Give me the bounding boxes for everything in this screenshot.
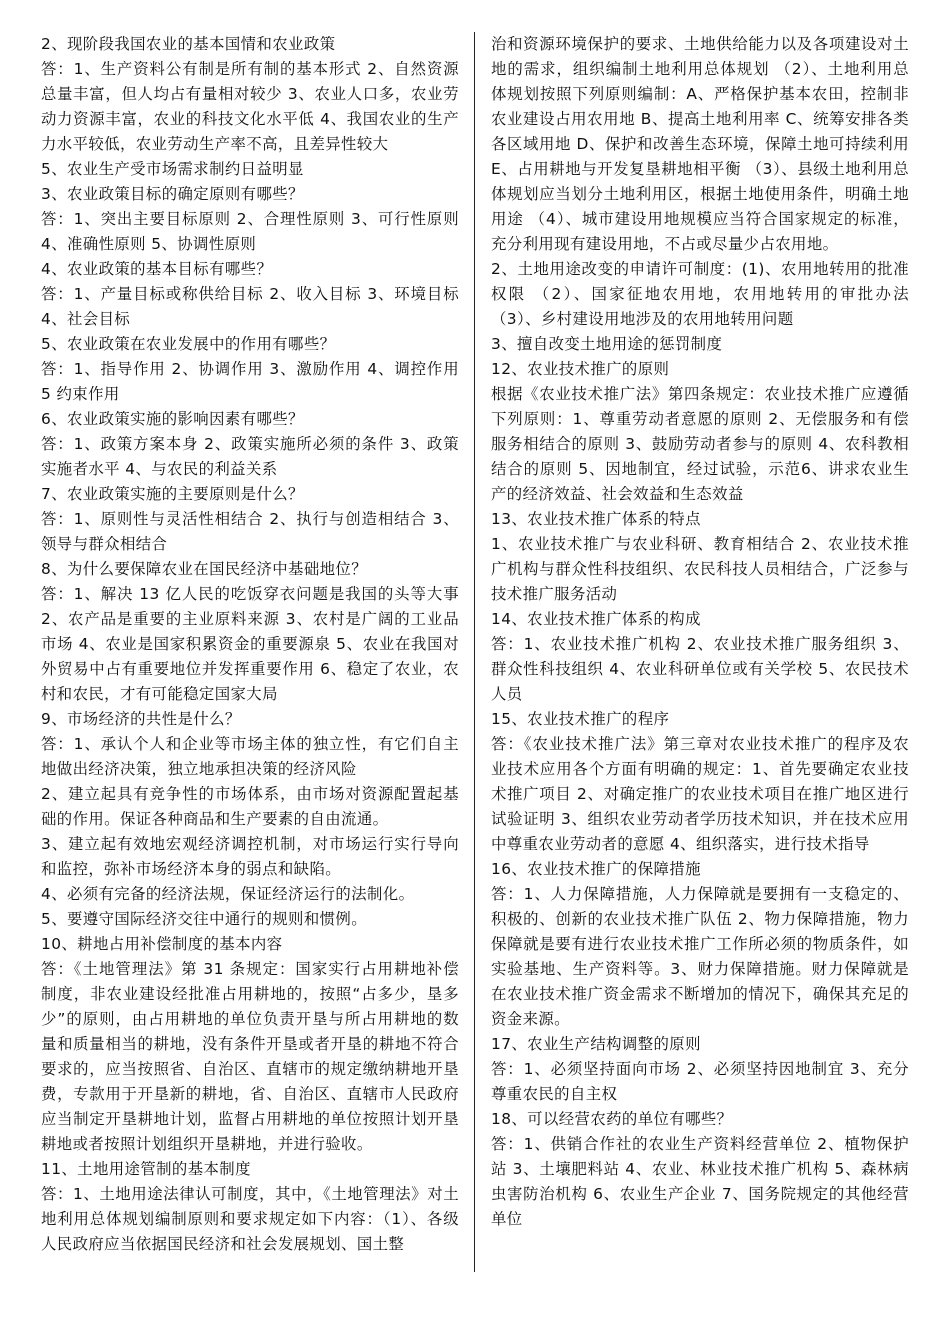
left-paragraph: 答：1、承认个人和企业等市场主体的独立性，有它们自主地做出经济决策，独立地承担决策的经济风险 [41, 735, 459, 778]
right-paragraph: 答：1、必须坚持面向市场 2、必须坚持因地制宜 3、充分尊重农民的自主权 [491, 1060, 909, 1103]
left-column [41, 32, 459, 1257]
right-paragraph: 答：1、供销合作社的农业生产资料经营单位 2、植物保护站 3、土壤肥料站 4、农业、林业技术推广机构 5、森林病虫害防治机构 6、农业生产企业 7、国务院规定的其他经营单位 [491, 1135, 909, 1228]
right-paragraph: 治和资源环境保护的要求、土地供给能力以及各项建设对土地的需求，组织编制土地利用总体规划 （2）、土地利用总体规划按照下列原则编制：A、严格保护基本农田，控制非农业建设占用农用地 B、提高土地利用率 C、统筹安排各类各区域用地 D、保护和改善生态环境，保障土地可持续利用 E、占用耕地与开发复垦耕地相平衡 （3）、县级土地利用总体规划应当划分土地利用区，根据土地使用条件，明确土地用途 （4）、城市建设用地规模应当符合国家规定的标准，充分利用现有建设用地，不占或尽量少占农用地。 [491, 35, 909, 253]
left-paragraph: 7、农业政策实施的主要原则是什么？ [41, 485, 304, 503]
left-paragraph: 答：《土地管理法》第 31 条规定：国家实行占用耕地补偿制度，非农业建设经批准占用耕地的，按照“占多少，垦多少”的原则，由占用耕地的单位负责开垦与所占用耕地的数量和质量相当的耕地，没有条件开垦或者开垦的耕地不符合要求的，应当按照省、自治区、直辖市的规定缴纳耕地开垦费，专款用于开垦新的耕地，省、自治区、直辖市人民政府应当制定开垦耕地计划，监督占用耕地的单位按照计划开垦耕地或者按照计划组织开垦耕地，并进行验收。 [41, 960, 459, 1153]
right-paragraph: 14、农业技术推广体系的构成 [491, 610, 701, 628]
right-paragraph: 3、擅自改变土地用途的惩罚制度 [491, 335, 723, 353]
left-paragraph: 答：1、解决 13 亿人民的吃饭穿衣问题是我国的头等大事 2、农产品是重要的主业原料来源 3、农村是广阔的工业品市场 4、农业是国家积累资金的重要源泉 5、农业在我国对外贸易中占有重要地位并发挥重要作用 6、稳定了农业，农村和农民，才有可能稳定国家大局 [41, 585, 459, 703]
left-paragraph: 3、农业政策目标的确定原则有哪些？ [41, 185, 304, 203]
left-paragraph: 5、农业政策在农业发展中的作用有哪些？ [41, 335, 336, 353]
left-paragraph: 答：1、政策方案本身 2、政策实施所必须的条件 3、政策实施者水平 4、与农民的利益关系 [41, 435, 459, 478]
right-paragraph: 答：1、人力保障措施，人力保障就是要拥有一支稳定的、积极的、创新的农业技术推广队伍 2、物力保障措施，物力保障就是要有进行农业技术推广工作所必须的物质条件，如实验基地、生产资料等。3、财力保障措施。财力保障就是在农业技术推广资金需求不断增加的情况下，确保其充足的资金来源。 [491, 885, 909, 1028]
right-paragraph: 2、土地用途改变的申请许可制度：(1)、农用地转用的批准权限 （2）、国家征地农用地，农用地转用的审批办法 （3）、乡村建设用地涉及的农用地转用问题 [491, 260, 909, 328]
left-paragraph: 3、建立起有效地宏观经济调控机制，对市场运行实行导向和监控，弥补市场经济本身的弱点和缺陷。 [41, 835, 459, 878]
left-paragraph: 11、土地用途管制的基本制度 [41, 1160, 251, 1178]
left-paragraph: 2、建立起具有竞争性的市场体系，由市场对资源配置起基础的作用。保证各种商品和生产要素的自由流通。 [41, 785, 459, 828]
left-paragraph: 答：1、生产资料公有制是所有制的基本形式 2、自然资源总量丰富，但人均占有量相对较少 3、农业人口多，农业劳动力资源丰富，农业的科技文化水平低 4、我国农业的生产力水平较低，农业劳动生产率不高，且差异性较大 [41, 60, 459, 153]
right-paragraph: 13、农业技术推广体系的特点 [491, 510, 701, 528]
right-column [491, 32, 909, 1232]
left-paragraph: 答：1、产量目标或称供给目标 2、收入目标 3、环境目标 4、社会目标 [41, 285, 459, 328]
right-paragraph: 16、农业技术推广的保障措施 [491, 860, 701, 878]
right-paragraph: 1、农业技术推广与农业科研、教育相结合 2、农业技术推广机构与群众性科技组织、农民科技人员相结合，广泛参与技术推广服务活动 [491, 535, 909, 603]
column-divider [474, 32, 475, 1272]
right-paragraph: 答：1、农业技术推广机构 2、农业技术推广服务组织 3、群众性科技组织 4、农业科研单位或有关学校 5、农民技术人员 [491, 635, 909, 703]
right-paragraph: 17、农业生产结构调整的原则 [491, 1035, 701, 1053]
left-paragraph: 答：1、土地用途法律认可制度，其中，《土地管理法》对土地利用总体规划编制原则和要求规定如下内容：（1）、各级人民政府应当依据国民经济和社会发展规划、国土整 [41, 1185, 459, 1253]
left-paragraph: 答：1、突出主要目标原则 2、合理性原则 3、可行性原则 4、准确性原则 5、协调性原则 [41, 210, 459, 253]
left-paragraph: 2、现阶段我国农业的基本国情和农业政策 [41, 35, 336, 53]
left-paragraph: 5、农业生产受市场需求制约日益明显 [41, 160, 304, 178]
right-paragraph: 18、可以经营农药的单位有哪些？ [491, 1110, 733, 1128]
right-paragraph: 15、农业技术推广的程序 [491, 710, 670, 728]
left-paragraph: 答：1、原则性与灵活性相结合 2、执行与创造相结合 3、领导与群众相结合 [41, 510, 459, 553]
right-paragraph: 根据《农业技术推广法》第四条规定：农业技术推广应遵循下列原则：1、尊重劳动者意愿的原则 2、无偿服务和有偿服务相结合的原则 3、鼓励劳动者参与的原则 4、农科教相结合的原则 5、因地制宜，经过试验，示范6、讲求农业生产的经济效益、社会效益和生态效益 [491, 385, 909, 503]
left-paragraph: 10、耕地占用补偿制度的基本内容 [41, 935, 283, 953]
left-paragraph: 4、农业政策的基本目标有哪些？ [41, 260, 273, 278]
left-paragraph: 8、为什么要保障农业在国民经济中基础地位？ [41, 560, 368, 578]
left-paragraph: 4、必须有完备的经济法规，保证经济运行的法制化。 [41, 885, 415, 903]
right-paragraph: 答：《农业技术推广法》第三章对农业技术推广的程序及农业技术应用各个方面有明确的规定：1、首先要确定农业技术推广项目 2、对确定推广的农业技术项目在推广地区进行试验证明 3、组织农业劳动者学历技术知识，并在技术应用中尊重农业劳动者的意愿 4、组织落实，进行技术指导 [491, 735, 909, 853]
left-paragraph: 答：1、指导作用 2、协调作用 3、激励作用 4、调控作用 5 约束作用 [41, 360, 459, 403]
right-paragraph: 12、农业技术推广的原则 [491, 360, 670, 378]
left-paragraph: 9、市场经济的共性是什么？ [41, 710, 241, 728]
left-paragraph: 6、农业政策实施的影响因素有哪些？ [41, 410, 304, 428]
left-paragraph: 5、要遵守国际经济交往中通行的规则和惯例。 [41, 910, 368, 928]
